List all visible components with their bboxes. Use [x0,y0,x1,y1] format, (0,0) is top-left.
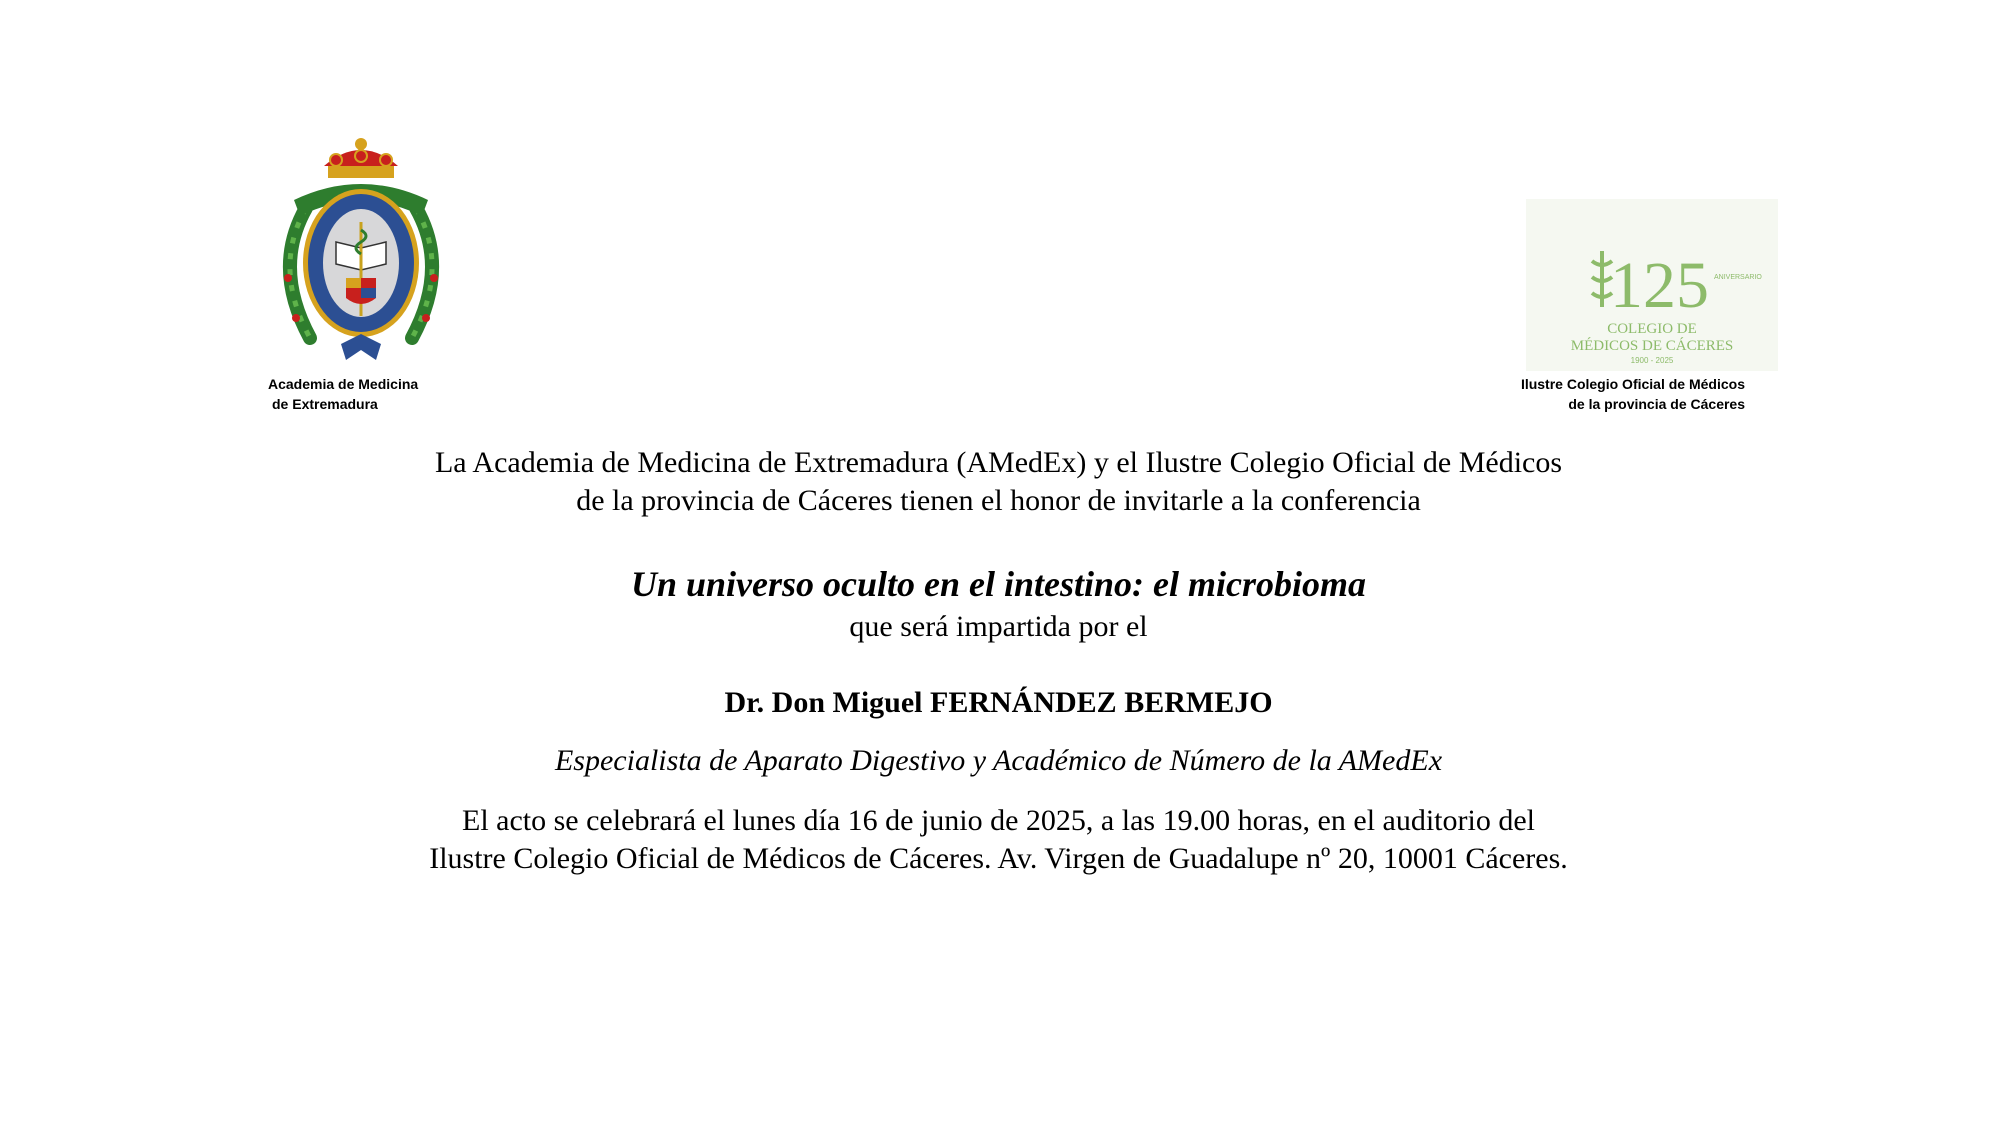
logo-number: 125 [1610,249,1709,322]
intro-line-2: de la provincia de Cáceres tienen el honor de invitarle a la conferencia [576,484,1421,517]
conference-subtitle: que será impartida por el [849,610,1148,643]
academy-caption [268,374,418,414]
logo-name-line-1: COLEGIO DE [1607,321,1697,337]
logo-years: 1900 - 2025 [1630,356,1674,365]
colegio-caption-line-1: Ilustre Colegio Oficial de Médicos [1520,376,1745,392]
logo-name-line-2: MÉDICOS DE CÁCERES [1570,338,1734,354]
academy-caption-line-1: Academia de Medicina [268,376,419,392]
academy-coat-of-arms-icon [266,138,456,374]
colegio-caption-line-2: de la provincia de Cáceres [1568,396,1745,412]
conference-title: Un universo oculto en el intestino: el microbioma [630,564,1367,604]
event-details [0,802,1997,878]
academy-caption-line-2: de Extremadura [272,396,378,412]
details-line-1: El acto se celebrará el lunes día 16 de junio de 2025, a las 19.00 horas, en el auditorio del [462,804,1535,837]
colegio-caption [1505,374,1745,414]
details-line-2: Ilustre Colegio Oficial de Médicos de Cáceres. Av. Virgen de Guadalupe nº 20, 10001 Cáceres. [429,842,1568,875]
invitation-intro [0,444,1997,520]
logo-small-text: ANIVERSARIO [1714,274,1762,281]
colegio-125-anniversary-logo [1526,199,1778,371]
speaker-name: Dr. Don Miguel FERNÁNDEZ BERMEJO [724,686,1273,719]
speaker-role: Especialista de Aparato Digestivo y Académico de Número de la AMedEx [554,744,1443,777]
intro-line-1: La Academia de Medicina de Extremadura (AMedEx) y el Ilustre Colegio Oficial de Médicos [434,446,1563,479]
